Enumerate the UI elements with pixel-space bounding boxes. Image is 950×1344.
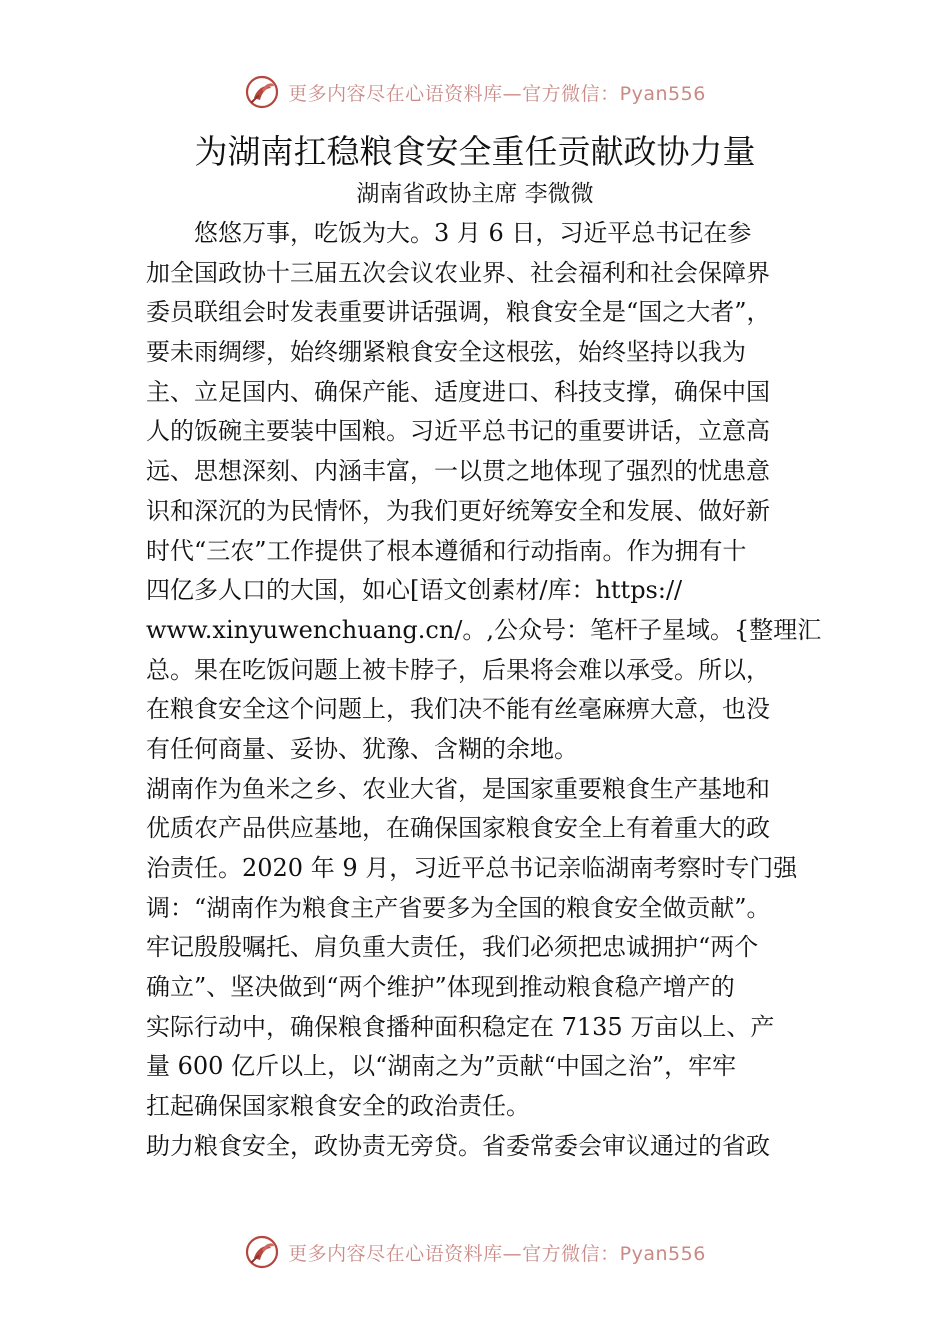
body-line: 量 600 亿斤以上，以“湖南之为”贡献“中国之治”，牢牢: [146, 1052, 737, 1081]
body-line: 要未雨绸缪，始终绷紧粮食安全这根弦，始终坚持以我为: [146, 338, 746, 367]
body-line: 总。果在吃饭问题上被卡脖子，后果将会难以承受。所以，: [146, 655, 770, 684]
body-line: 悠悠万事，吃饭为大。3 月 6 日，习近平总书记在参: [146, 219, 752, 247]
document-body: [146, 214, 826, 1167]
body-line: 识和深沉的为民情怀，为我们更好统筹安全和发展、做好新: [146, 496, 770, 525]
body-line: 在粮食安全这个问题上，我们决不能有丝毫麻痹大意，也没: [146, 695, 770, 724]
body-line: 时代“三农”工作提供了根本遵循和行动指南。作为拥有十: [146, 536, 747, 565]
watermark-footer: [0, 1232, 950, 1272]
body-line: 优质农产品供应基地，在确保国家粮食安全上有着重大的政: [146, 814, 770, 843]
body-line: 确立”、坚决做到“两个维护”体现到推动粮食稳产增产的: [146, 973, 735, 1002]
rose-logo-icon: [244, 1234, 280, 1270]
body-line: 扛起确保国家粮食安全的政治责任。: [146, 1092, 530, 1121]
body-line: 助力粮食安全，政协责无旁贷。省委常委会审议通过的省政: [146, 1131, 770, 1160]
body-line: 牢记殷殷嘱托、肩负重大责任，我们必须把忠诚拥护“两个: [146, 933, 759, 962]
body-line: 四亿多人口的大国，如心[语文创素材/库：https://: [146, 576, 683, 605]
document-title: 为湖南扛稳粮食安全重任贡献政协力量: [194, 132, 756, 171]
body-line: 人的饭碗主要装中国粮。习近平总书记的重要讲话，立意高: [146, 417, 770, 446]
body-line: 有任何商量、妥协、犹豫、含糊的余地。: [146, 734, 578, 763]
document-author: 湖南省政协主席 李微微: [356, 181, 594, 207]
rose-logo-icon: [244, 74, 280, 110]
body-line: 委员联组会时发表重要讲话强调，粮食安全是“国之大者”，: [146, 298, 771, 327]
body-line: www.xinyuwenchuang.cn/。,公众号：笔杆子星域。{整理汇: [146, 615, 822, 644]
body-line: 调：“湖南作为粮食主产省要多为全国的粮食安全做贡献”。: [146, 893, 771, 922]
body-line: 主、立足国内、确保产能、适度进口、科技支撑，确保中国: [146, 377, 770, 406]
body-line: 湖南作为鱼米之乡、农业大省，是国家重要粮食生产基地和: [146, 774, 770, 803]
body-line: 加全国政协十三届五次会议农业界、社会福利和社会保障界: [146, 258, 770, 287]
watermark-text: 更多内容尽在心语资料库—官方微信：Pyan556: [288, 1242, 706, 1265]
watermark-text: 更多内容尽在心语资料库—官方微信：Pyan556: [288, 82, 706, 105]
body-line: 实际行动中，确保粮食播种面积稳定在 7135 万亩以上、产: [146, 1012, 775, 1041]
watermark-header: [0, 72, 950, 112]
body-line: 远、思想深刻、内涵丰富，一以贯之地体现了强烈的忧患意: [146, 457, 770, 486]
body-line: 治责任。2020 年 9 月，习近平总书记亲临湖南考察时专门强: [146, 854, 798, 882]
